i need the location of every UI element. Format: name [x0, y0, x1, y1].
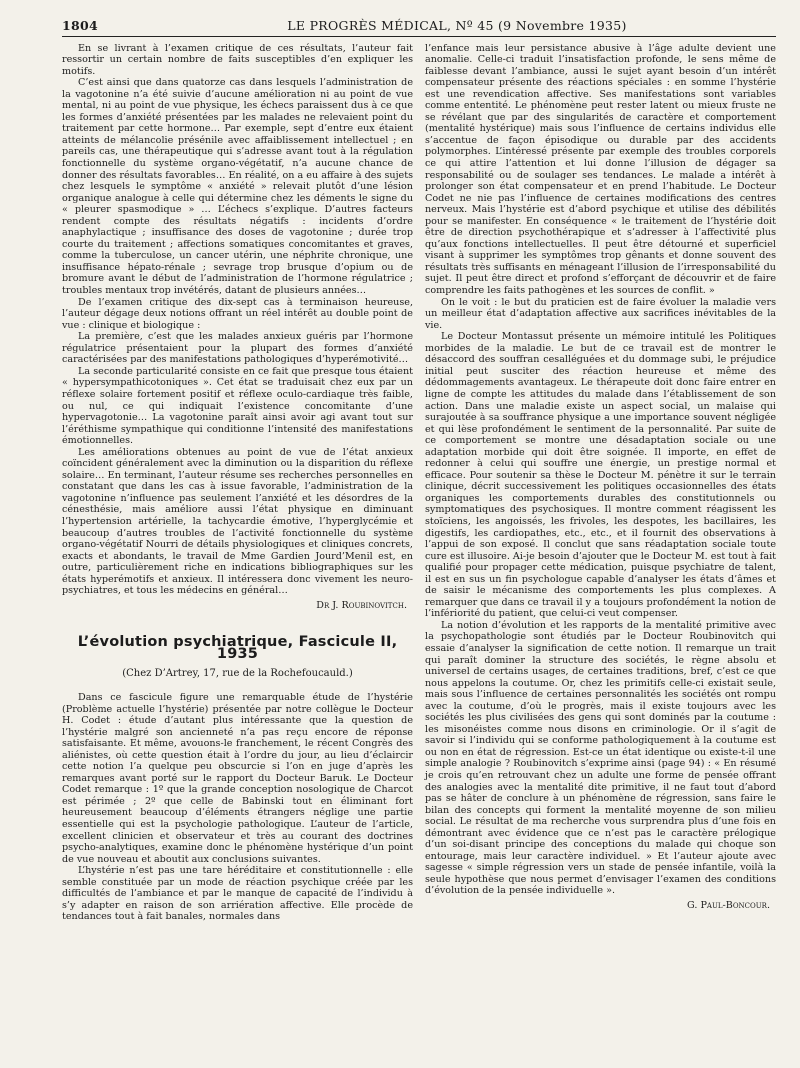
running-header: [62, 20, 776, 37]
right-column: [425, 43, 776, 923]
paragraph: La notion d’évolution et les rapports de la mentalité primitive avec la psychopathologie sont étudiés par le Docteur Roubinovitch qui essaie d’analyser la signification de cette notion. Il remarque un trait qui paraît dominer la structure des sociétés, le règne absolu et universel de certains usages, de certaines traditions, bref, c’est ce que nous appelons la coutume. Or, chez les primitifs celle-ci existait seule, mais sous l’influence de certaines personnalités les sociétés ont rompu avec la coutume, d’où le progrès, mais il existe toujours avec les sociétés les plus civilisées des gens qui sont dominés par la coutume : les misonéistes comme nous disons en criminologie. Or il s’agit de savoir si l’individu qui se conforme pathologiquement à la coutume est ou non en état de régression. Est-ce un état identique ou existe-t-il une simple analogie ? Roubinovitch s’exprime ainsi (page 94) : « En résumé je crois qu’en retrouvant chez un adulte une forme de pensée offrant des analogies avec la mentalité dite primitive, il ne faut tout d’abord pas se hâter de conclure à un phénomène de régression, sans faire le bilan des concepts qui forment la mentalité moyenne de son milieu social. Le résultat de ma recherche vous surprendra plus d’une fois en démontrant avec évidence que ce n’est pas le caractère prélogique d’un soi-disant principe des conceptions du malade qui choque son entourage, mais leur caractère individuel. » Et l’auteur ajoute avec sagesse « simple régression vers un stade de pensée infantile, voilà la seule hypothèse que nous permet d’envisager l’examen des conditions d’évolution de la pensée individuelle ».: [425, 619, 776, 897]
article-publisher: (Chez D’Artrey, 17, rue de la Rochefoucauld.): [122, 668, 353, 680]
signature-roubinovitch: Dr J. Roubinovitch.: [316, 599, 407, 611]
running-title: LE PROGRÈS MÉDICAL, Nº 45 (9 Novembre 1935): [287, 18, 627, 33]
paragraph: On le voit : le but du praticien est de faire évoluer la maladie vers un meilleur état d’adaptation affective aux sacrifices inévitables de la vie.: [425, 296, 776, 331]
paragraph: Le Docteur Montassut présente un mémoire intitulé les Politiques morbides de la maladie. Le but de ce travail est de montrer le désaccord des souffran cesalléguées et du dommage subi, le préjudice initial peut susciter des réaction heureuse et même des dédommagements avantageux. Le thérapeute doit donc faire entrer en ligne de compte les attitudes du malade dans l’établissement de son action. Dans une maladie existe un aspect social, un malaise qui surajoutée à sa souffrance physique a une importance souvent négligée et qui lèse profondément le sentiment de la personnalité. Par suite de ce comportement se montre une désadaptation sociale ou une adaptation morbide qui doit être soignée. Il importe, en effet de redonner à celui qui souffre une énergie, un prestige normal et efficace. Pour soutenir sa thèse le Docteur M. pénètre it sur le terrain clinique, décrit successivement les politiques occasionnelles des états organiques les comportements durables des constitutionnels ou symptomatiques des psychosiques. Il montre comment réagissent les stoïciens, les angoissés, les frivoles, les despotes, les bacillaires, les digestifs, les cardiopathes, etc., etc., et il fournit des observations à l’appui de son exposé. Il conclut que sans réadaptation sociale toute cure est illusoire. Ai-je besoin d’ajouter que le Docteur M. est tout à fait qualifié pour propager cette médication, puisque psychiatre de talent, il est en sus un fin psychologue capable d’analyser les états d’âmes et de saisir le mécanisme des comportements les plus complexes. A remarquer que dans ce travail il y a toujours profondément la notion de l’infériorité du patient, que celui-ci veut compenser.: [425, 331, 776, 620]
paragraph: Dans ce fascicule figure une remarquable étude de l’hystérie (Problème actuelle l’hystérie) présentée par notre collègue le Docteur H. Codet : étude d’autant plus intéressante que la question de l’hystérie malgré son ancienneté n’a pas reçu encore de réponse satisfaisante. Et même, avouons-le franchement, le récent Congrès des aliénistes, où cette question était à l’ordre du jour, au lieu d’éclaircir cette notion l’a quelque peu obscurcie si l’on en juge d’après les remarques avant porté sur le rapport du Docteur Baruk. Le Docteur Codet remarque : 1º que la grande conception nosologique de Charcot est périmée ; 2º que celle de Babinski tout en éliminant fort heureusement beaucoup d’éléments étrangers néglige une partie essentielle qui est la psychologie pathologique. L’auteur de l’article, excellent clinicien et observateur et très au courant des doctrines psycho-analytiques, examine donc le phénomène hystérique d’un point de vue nouveau et aboutit aux conclusions suivantes.: [62, 691, 413, 865]
paragraph: L’hystérie n’est pas une tare héréditaire et constitutionnelle : elle semble constituée par un mode de réaction psychique créée par les difficultés de l’ambiance et par le manque de capacité de l’individu à s’y adapter en raison de son arriération affective. Elle procède de tendances tout à fait banales, normales dans: [62, 865, 413, 923]
left-column: [62, 43, 413, 923]
paragraph: De l’examen critique des dix-sept cas à terminaison heureuse, l’auteur dégage deux notions offrant un réel intérêt au double point de vue : clinique et biologique :: [62, 296, 413, 331]
paragraph: En se livrant à l’examen critique de ces résultats, l’auteur fait ressortir un certain nombre de faits susceptibles d’en expliquer les motifs.: [62, 42, 413, 77]
paragraph: La première, c’est que les malades anxieux guéris par l’hormone régulatrice présentaient pour la plupart des formes d’anxiété caractérisées par des manifestations pathologiques d’hyperémotivité…: [62, 331, 413, 366]
text-columns: [62, 43, 776, 923]
paragraph: C’est ainsi que dans quatorze cas dans lesquels l’administration de la vagotonine n’a été suivie d’aucune amélioration ni au point de vue mental, ni au point de vue physique, les échecs paraissent dus à ce que les formes d’anxiété présentées par les malades ne relevaient point du traitement par cette hormone… Par exemple, sept d’entre eux étaient atteints de mélancolie présénile avec affaiblissement intellectuel ; en pareils cas, une thérapeutique qui s’adresse avant tout à la régulation fonctionnelle du système organo-végétatif, n’a aucune chance de donner des résultats favorables… En réalité, on a eu affaire à des sujets chez lesquels le symptôme « anxiété » relevait plutôt d’une lésion organique analogue à celle qui détermine chez les déments le signe du « pleurer spasmodique » … L’échecs s’explique. D’autres facteurs rendent compte des résultats négatifs : incidents d’ordre anaphylactique ; insuffisance des doses de vagotonine ; durée trop courte du traitement ; affections somatiques concomitantes et graves, comme la tuberculose, un cancer utérin, une néphrite chronique, une insuffisance hépato-rénale ; sevrage trop brusque d’opium ou de bromure avant le début de l’administration de l’hormone régulatrice ; troubles mentaux trop invétérés, datant de plusieurs années…: [62, 77, 413, 297]
paragraph: La seconde particularité consiste en ce fait que presque tous étaient « hypersympathicotoniques ». Cet état se traduisait chez eux par un réflexe solaire fortement positif et réflexe oculo-cardiaque très faible, ou nul, ce qui indiquait l’existence concomitante d’une hypervagotonie… La vagotonine paraît ainsi avoir agi avant tout sur l’éréthisme sympathique qui conditionne l’intensité des manifestations émotionnelles.: [62, 365, 413, 447]
paragraph: Les améliorations obtenues au point de vue de l’état anxieux coïncident généralement avec la diminution ou la disparition du réflexe solaire… En terminant, l’auteur résume ses recherches personnelles en constatant que dans les cas à issue favorable, l’administration de la vagotonine n’influence pas seulement l’anxiété et les désordres de la cénesthésie, mais améliore aussi l’état physique en diminuant l’hypertension artérielle, la tachycardie émotive, l’hyperglycémie et beaucoup d’autres troubles de l’activité fonctionnelle du système organo-végétatif Nourri de détails physiologiques et cliniques concrets, exacts et abondants, le travail de Mme Gardien Jourd’Menil est, en outre, particulièrement riche en indications bibliographiques sur les états hyperémotifs et anxieux. Il intéressera donc vivement les neuro-psychiatres, et tous les médecins en général…: [62, 446, 413, 597]
paragraph: l’enfance mais leur persistance abusive à l’âge adulte devient une anomalie. Celle-ci traduit l’insatisfaction profonde, le sens même de faiblesse devant l’ambiance, aussi le sujet ayant besoin d’un intérêt compensateur présente des réactions spéciales : en somme l’hystérie est une revendication affective. Ses manifestations sont variables comme ententité. Le phénomène peut rester latent ou mieux fruste ne se révélant que par des singularités de caractère et comportement (mentalité hystérique) mais sous l’influence de certains individus elle s’accentue de façon épisodique ou durable par des accidents polymorphes. L’intéressé présente par exemple des troubles corporels ce qui attire l’attention et lui donne l’illusion de dégager sa responsabilité ou de soulager ses tendances. Le malade a intérêt à prolonger son état compensateur et en prend l’habitude. Le Docteur Codet ne nie pas l’influence de certaines modifications des centres nerveux. Mais l’hystérie est d’abord psychique et utilise des débilités pour se manifester. En conséquence « le traitement de l’hystérie doit être de direction psychothérapique et s’adresser à l’affectivité plus qu’aux fonctions intellectuelles. Il peut être détourné et superficiel visant à supprimer les symptômes trop gênants et donne souvent des résultats très suffisants en ménageant l’illusion de l’irresponsabilité du sujet. Il peut être direct et profond s’efforçant de découvrir et de faire comprendre les faits pathogènes et les sources de conflit. »: [425, 42, 776, 297]
article-title: L’évolution psychiatrique, Fascicule II, 1935: [77, 634, 398, 662]
signature-paul-boncour: G. Paul-Boncour.: [687, 900, 770, 912]
page-number: 1804: [62, 18, 98, 33]
